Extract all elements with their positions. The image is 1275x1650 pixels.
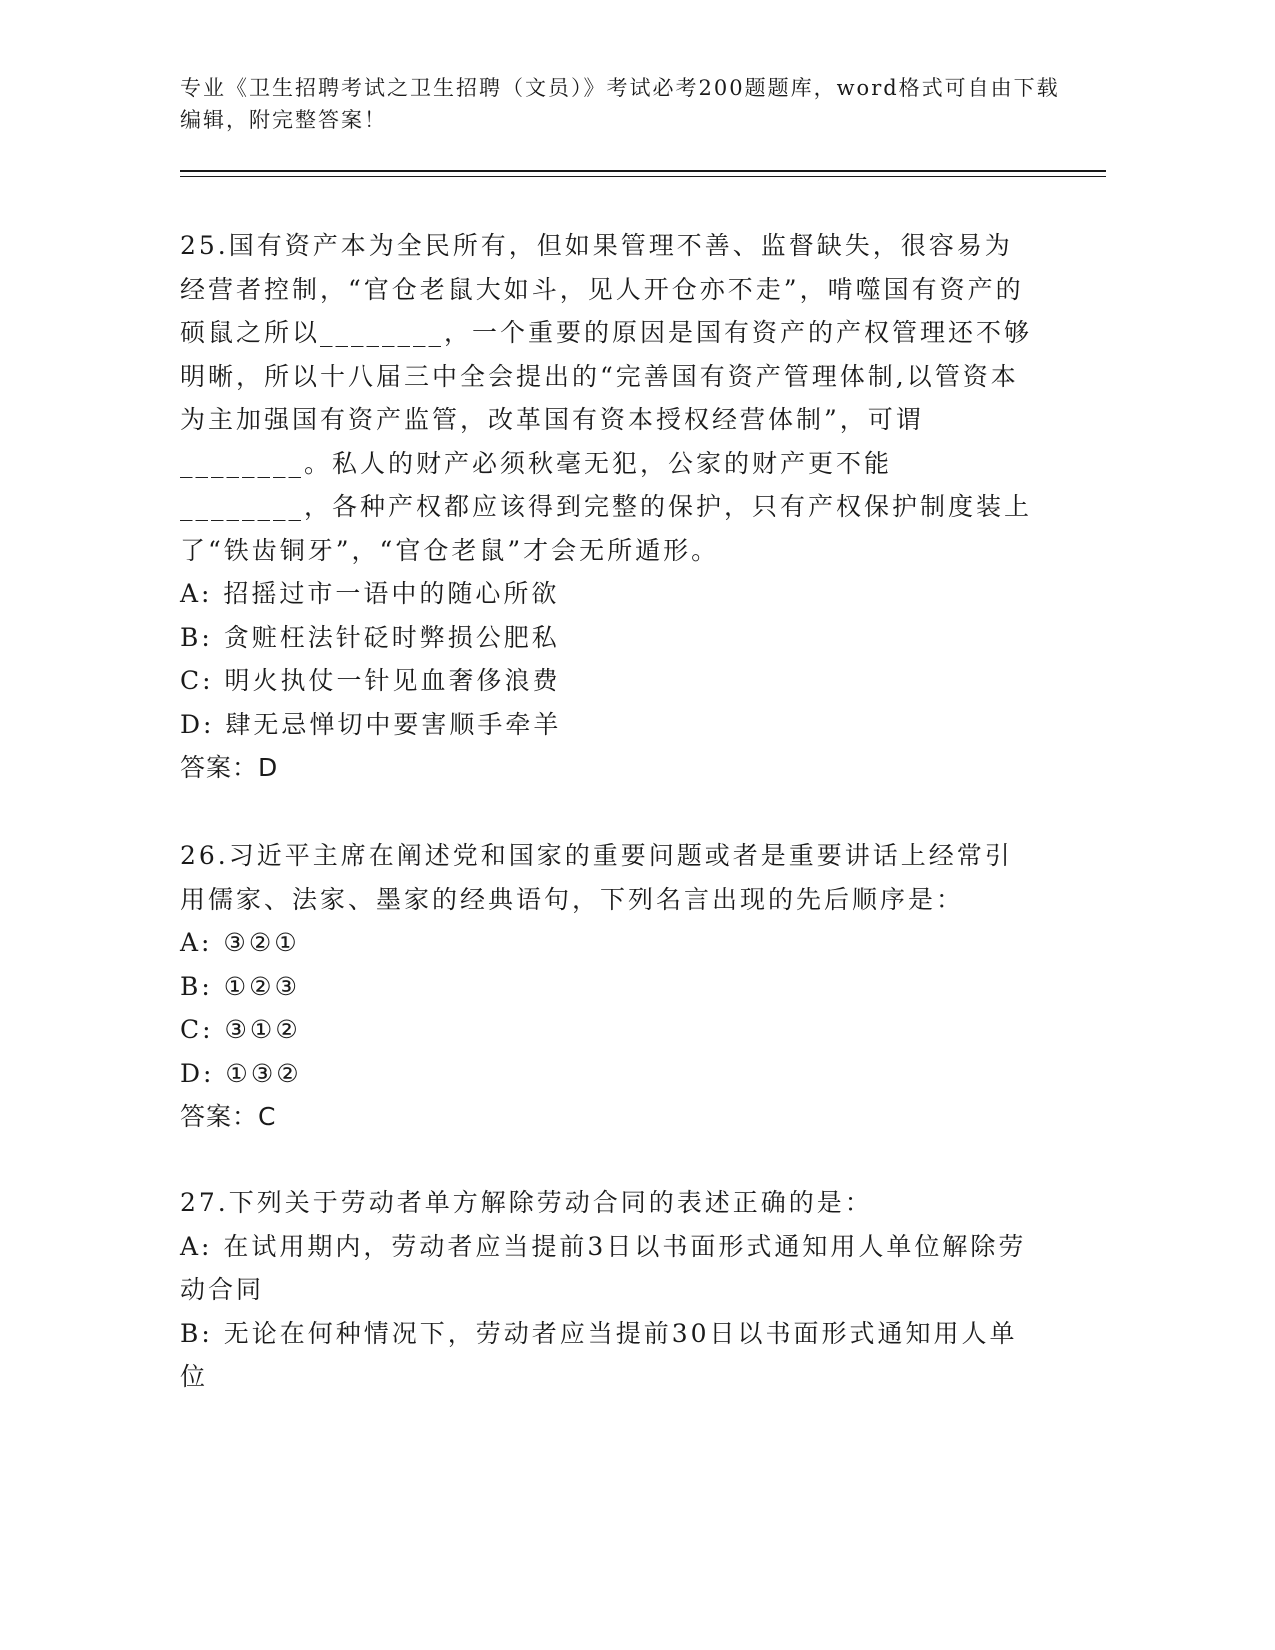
question-stem: 26.习近平主席在阐述党和国家的重要问题或者是重要讲话上经常引用儒家、法家、墨家的经典语句，下列名言出现的先后顺序是： bbox=[180, 841, 1013, 914]
answer: 答案：C bbox=[180, 1102, 277, 1131]
option-d: D: 肆无忌惮切中要害顺手牵羊 bbox=[180, 709, 562, 739]
question-25 bbox=[180, 224, 1040, 790]
header-divider-thick bbox=[180, 170, 1106, 172]
option-a: A: 在试用期内，劳动者应当提前3日以书面形式通知用人单位解除劳动合同 bbox=[180, 1231, 1027, 1304]
option-c: C: ③①② bbox=[180, 1015, 301, 1044]
option-d: D: ①③② bbox=[180, 1058, 302, 1088]
option-b: B: 贪赃枉法针砭时弊损公肥私 bbox=[180, 622, 560, 652]
option-b: B: 无论在何种情况下，劳动者应当提前30日以书面形式通知用人单位 bbox=[180, 1318, 1018, 1391]
question-stem: 27.下列关于劳动者单方解除劳动合同的表述正确的是： bbox=[180, 1188, 873, 1217]
option-b: B: ①②③ bbox=[180, 971, 300, 1001]
answer: 答案：D bbox=[180, 753, 279, 782]
question-stem: 25.国有资产本为全民所有，但如果管理不善、监督缺失，很容易为经营者控制，“官仓老鼠大如斗，见人开仓亦不走”，啃噬国有资产的硕鼠之所以________，一个重要的原因是国有资产的产权管理还不够明晰，所以十八届三中全会提出的“完善国有资产管理体制,以管资本为主加强国有资产监管，改革国有资本授权经营体制”，可谓________。私人的财产必须秋毫无犯，公家的财产更不能________，各种产权都应该得到完整的保护，只有产权保护制度装上了“铁齿铜牙”，“官仓老鼠”才会无所遁形。 bbox=[180, 231, 1033, 565]
question-26 bbox=[180, 834, 1040, 1139]
option-c: C: 明火执仗一针见血奢侈浪费 bbox=[180, 666, 561, 695]
option-a: A: 招摇过市一语中的随心所欲 bbox=[180, 579, 560, 608]
document-header: 专业《卫生招聘考试之卫生招聘（文员）》考试必考200题题库，word格式可自由下载编辑，附完整答案！ bbox=[180, 76, 1060, 132]
question-27 bbox=[180, 1181, 1040, 1399]
option-a: A: ③②① bbox=[180, 928, 300, 957]
header-divider-thin bbox=[180, 176, 1106, 177]
